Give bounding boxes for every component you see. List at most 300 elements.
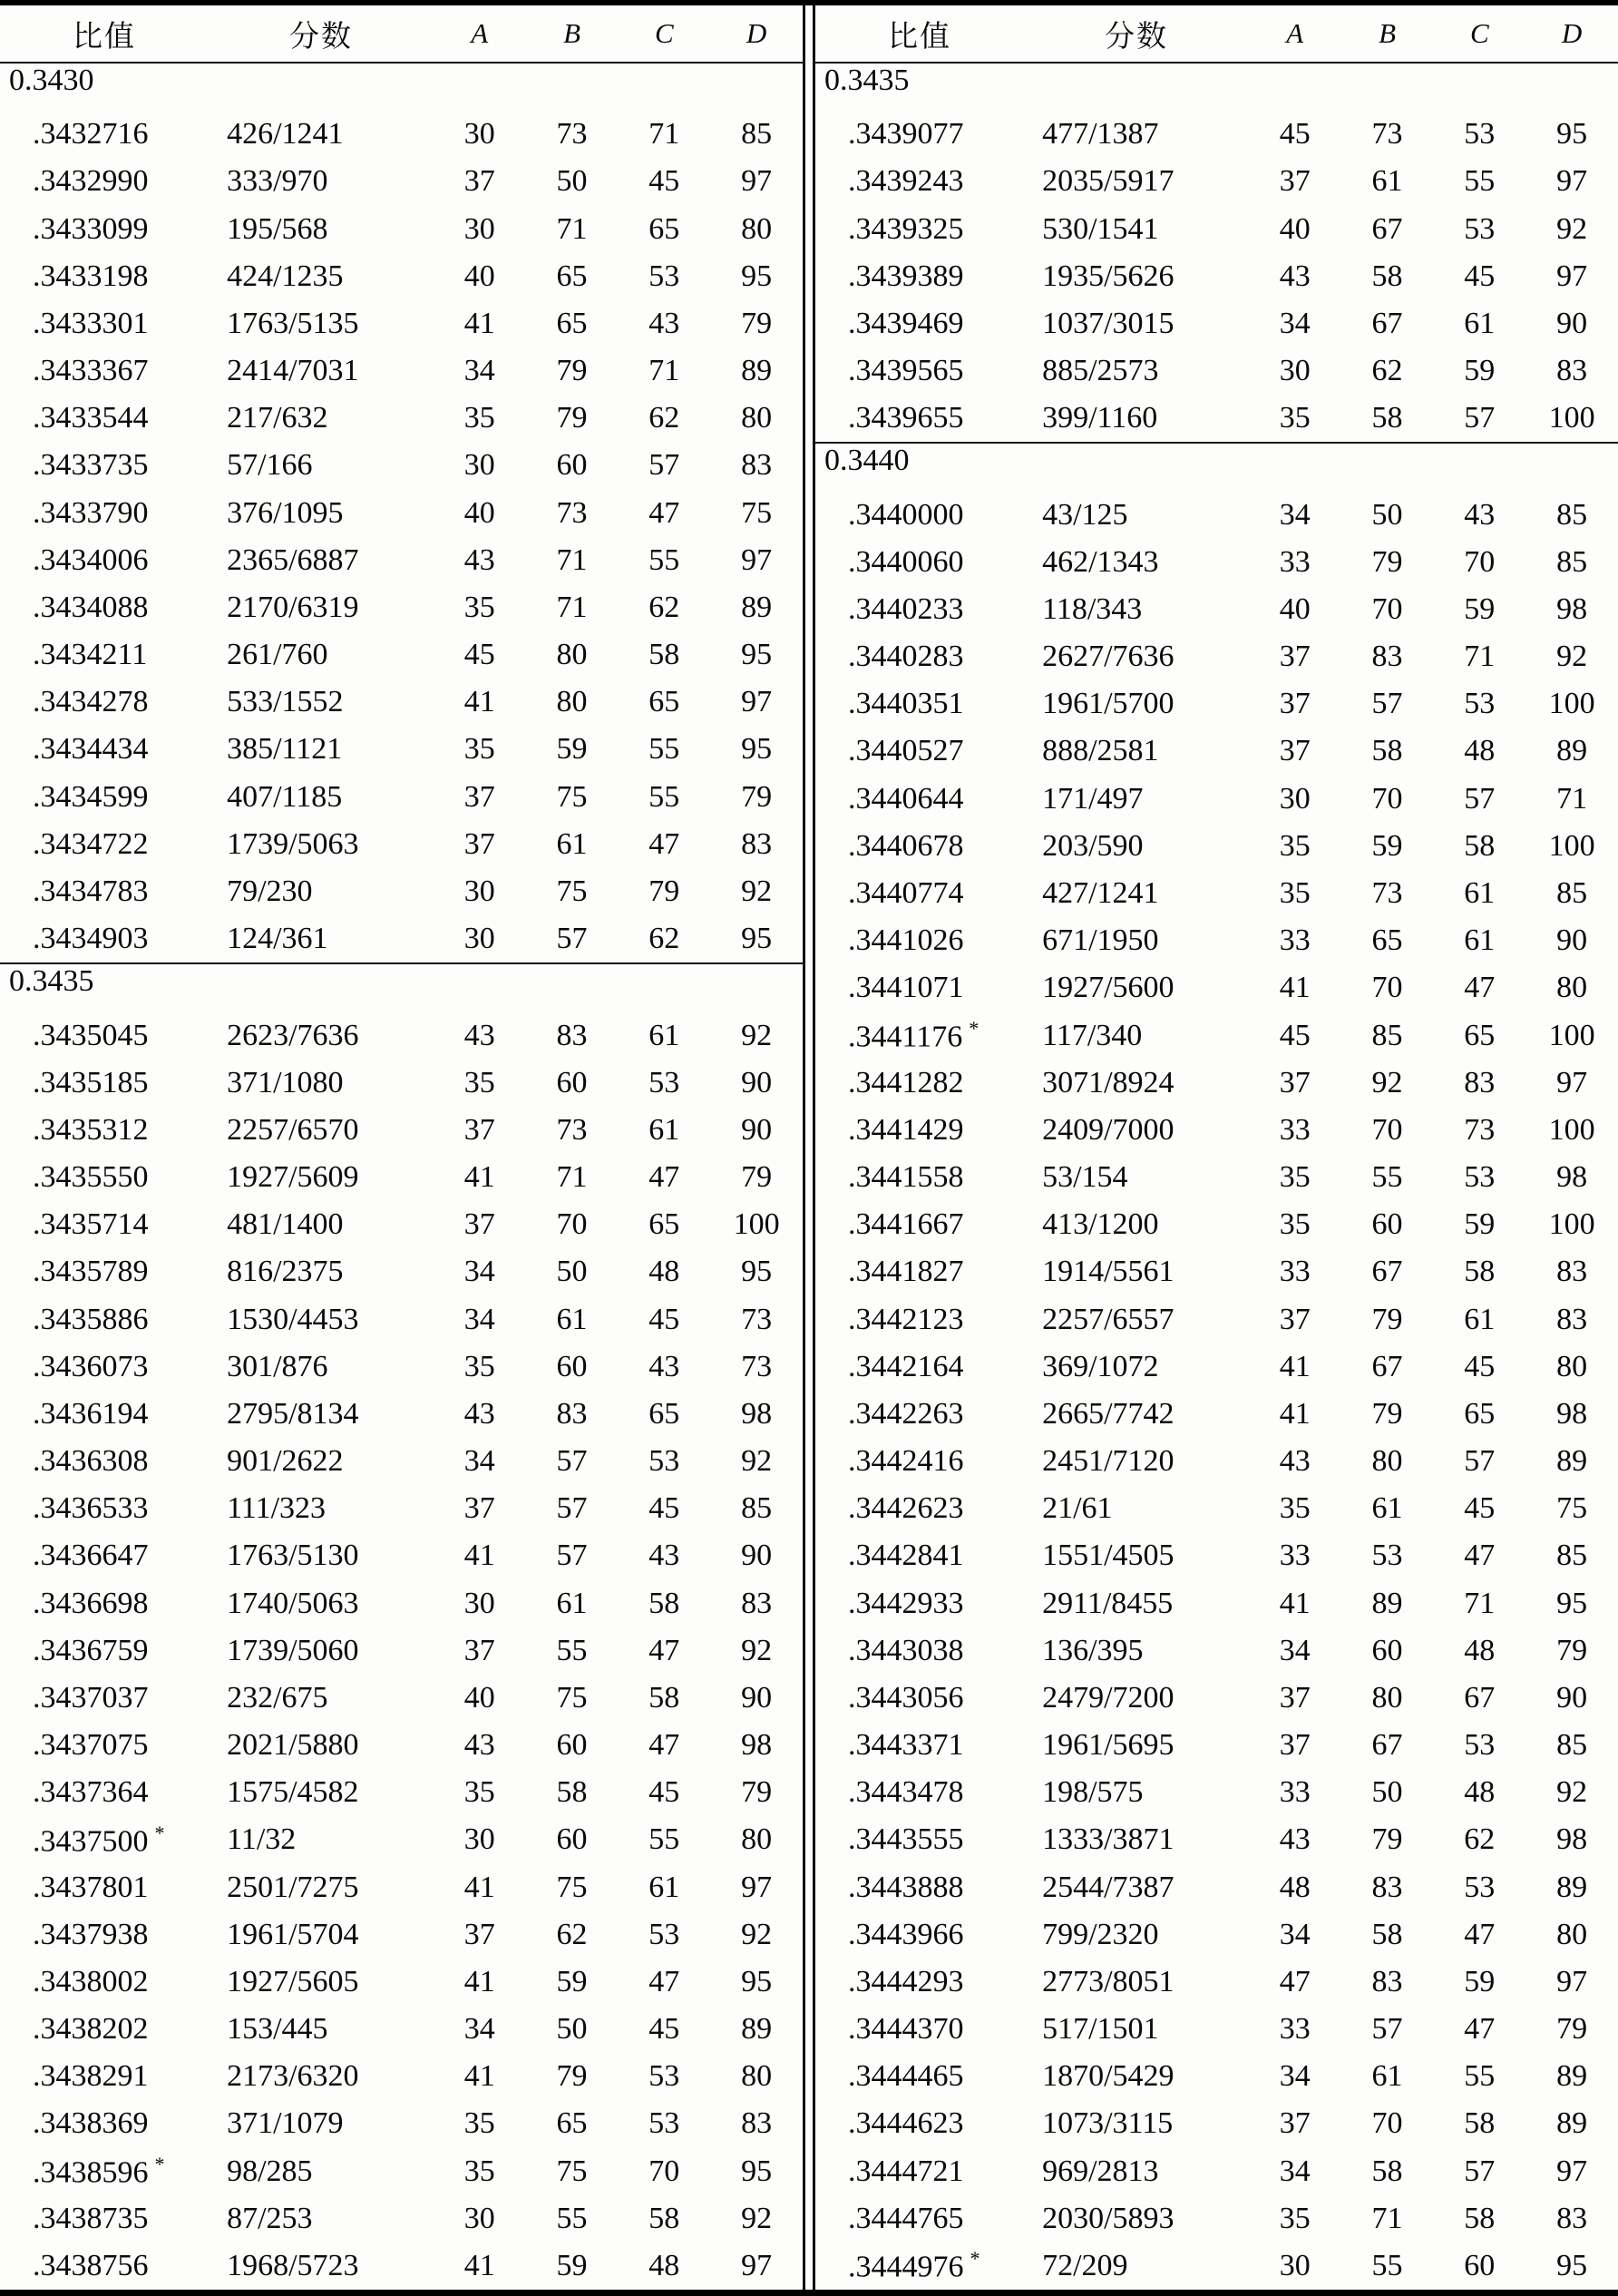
value-d: 92 <box>741 1633 773 1667</box>
ratio-cell <box>0 1207 209 1242</box>
value-a: 41 <box>463 306 495 340</box>
fraction-cell: 203/590 <box>1042 828 1144 863</box>
column-header-d: D <box>1561 17 1583 49</box>
value-a: 37 <box>1279 640 1311 674</box>
value-b: 83 <box>1371 640 1403 674</box>
value-c: 43 <box>1464 497 1496 532</box>
value-b: 79 <box>1371 1822 1403 1857</box>
ratio-cell <box>815 1066 1024 1100</box>
table-row <box>815 1011 1618 1059</box>
table-row <box>815 1154 1618 1201</box>
fraction-cell: 2665/7742 <box>1042 1396 1175 1431</box>
fraction-cell: 533/1552 <box>227 685 344 719</box>
fraction-cell: 1927/5605 <box>227 1964 359 1998</box>
ratio-cell <box>0 354 209 388</box>
ratio-cell <box>815 1822 1024 1857</box>
value-a: 37 <box>463 826 495 861</box>
fraction-cell: 888/2581 <box>1042 734 1159 768</box>
value-c: 58 <box>648 1680 680 1715</box>
value-b: 70 <box>1371 591 1403 626</box>
table-row <box>0 1343 803 1391</box>
value-d: 79 <box>741 306 773 340</box>
value-c: 48 <box>648 2248 680 2282</box>
ratio-cell <box>815 1017 1024 1054</box>
table-row <box>0 2100 803 2147</box>
value-b: 60 <box>556 1065 588 1099</box>
table-row <box>0 584 803 631</box>
value-a: 34 <box>463 2012 495 2047</box>
value-a: 35 <box>463 1065 495 1099</box>
value-a: 47 <box>1279 1964 1311 1998</box>
table-row <box>0 2148 803 2195</box>
ratio-cell <box>0 448 209 483</box>
value-b: 70 <box>556 1207 588 1242</box>
ratio-cell <box>815 1160 1024 1195</box>
value-c: 59 <box>1464 591 1496 626</box>
table-row <box>815 1438 1618 1485</box>
value-a: 43 <box>1279 259 1311 293</box>
value-d: 85 <box>1556 1539 1588 1573</box>
value-a: 34 <box>463 1255 495 1289</box>
ratio-cell <box>815 782 1024 816</box>
value-d: 95 <box>741 1964 773 1998</box>
value-c: 58 <box>1464 1255 1496 1289</box>
value-d: 92 <box>741 874 773 908</box>
value-d: 95 <box>1556 117 1588 151</box>
value-a: 30 <box>463 1822 495 1857</box>
ratio-cell <box>0 2012 209 2047</box>
value-c: 45 <box>648 164 680 199</box>
value-b: 50 <box>556 1255 588 1289</box>
value-a: 35 <box>463 2106 495 2141</box>
ratio-value: .3442164 <box>848 1349 964 1383</box>
ratio-value: .3434722 <box>33 826 149 861</box>
value-c: 47 <box>1464 1539 1496 1573</box>
ratio-value: .3444976 <box>848 2250 964 2284</box>
value-d: 92 <box>741 1917 773 1951</box>
value-d: 83 <box>1556 2201 1588 2235</box>
value-c: 61 <box>648 1112 680 1147</box>
value-c: 48 <box>648 1255 680 1289</box>
value-d: 80 <box>1556 971 1588 1005</box>
value-c: 53 <box>1464 1160 1496 1195</box>
ratio-value: .3443038 <box>848 1633 964 1667</box>
fraction-cell: 87/253 <box>227 2201 313 2235</box>
ratio-value: .3439077 <box>848 117 964 151</box>
value-a: 30 <box>463 117 495 151</box>
ratio-value: .3438002 <box>33 1964 149 1998</box>
value-a: 37 <box>463 1491 495 1526</box>
ratio-value: .3434088 <box>33 590 149 624</box>
value-a: 34 <box>1279 2154 1311 2188</box>
value-b: 57 <box>556 1444 588 1479</box>
fraction-cell: 2173/6320 <box>227 2059 359 2094</box>
value-b: 75 <box>556 874 588 908</box>
fraction-cell: 671/1950 <box>1042 923 1159 958</box>
value-b: 60 <box>556 1728 588 1763</box>
ratio-value: .3442841 <box>848 1539 964 1573</box>
table-row <box>0 1438 803 1485</box>
value-b: 80 <box>556 685 588 719</box>
column-header-b: B <box>563 17 580 49</box>
value-d: 89 <box>1556 734 1588 768</box>
table-rows <box>0 64 803 2290</box>
value-c: 55 <box>1464 164 1496 199</box>
table-row <box>815 1580 1618 1627</box>
ratio-value: .3435185 <box>33 1065 149 1099</box>
value-d: 100 <box>1548 828 1595 863</box>
fraction-cell: 2623/7636 <box>227 1018 359 1052</box>
fraction-cell: 2409/7000 <box>1042 1112 1175 1147</box>
ratio-value: .3434434 <box>33 732 149 767</box>
fraction-cell: 1961/5704 <box>227 1917 359 1951</box>
value-b: 71 <box>556 590 588 624</box>
value-d: 89 <box>1556 2059 1588 2094</box>
table-row <box>0 253 803 300</box>
value-b: 89 <box>1371 1586 1403 1620</box>
ratio-cell <box>0 780 209 815</box>
value-c: 47 <box>648 495 680 530</box>
table-row <box>0 300 803 347</box>
value-d: 95 <box>741 2154 773 2188</box>
value-a: 30 <box>463 2201 495 2235</box>
fraction-cell: 376/1095 <box>227 495 344 530</box>
table-row <box>0 774 803 821</box>
ratio-cell <box>815 2247 1024 2284</box>
value-b: 70 <box>1371 971 1403 1005</box>
table-row <box>0 1675 803 1722</box>
value-b: 58 <box>1371 401 1403 435</box>
fraction-cell: 118/343 <box>1042 591 1143 626</box>
fraction-cell: 2627/7636 <box>1042 640 1175 674</box>
value-c: 58 <box>648 638 680 672</box>
value-a: 48 <box>1279 1870 1311 1904</box>
table-row <box>815 253 1618 300</box>
value-d: 79 <box>741 1160 773 1195</box>
value-c: 73 <box>1464 1112 1496 1147</box>
value-b: 61 <box>556 1302 588 1336</box>
value-b: 79 <box>1371 1396 1403 1431</box>
fraction-cell: 1037/3015 <box>1042 306 1175 340</box>
table-row <box>0 1391 803 1438</box>
table-row <box>815 1060 1618 1107</box>
table-row <box>0 821 803 868</box>
value-c: 57 <box>1464 781 1496 816</box>
column-header-a: A <box>471 17 489 49</box>
value-b: 71 <box>1371 2201 1403 2235</box>
value-d: 98 <box>1556 591 1588 626</box>
fraction-cell: 481/1400 <box>227 1207 344 1242</box>
value-d: 80 <box>741 2059 773 2094</box>
fraction-cell: 1333/3871 <box>1042 1822 1175 1857</box>
value-d: 97 <box>1556 164 1588 199</box>
ratio-cell <box>0 1634 209 1668</box>
value-a: 33 <box>1279 544 1311 579</box>
ratio-value: .3439325 <box>848 211 964 246</box>
ratio-value: .3433198 <box>33 259 149 293</box>
value-b: 58 <box>1371 734 1403 768</box>
ratio-cell <box>815 640 1024 674</box>
fraction-cell: 2021/5880 <box>227 1728 359 1763</box>
value-d: 95 <box>741 638 773 672</box>
value-c: 47 <box>648 1964 680 1998</box>
value-c: 47 <box>648 826 680 861</box>
fraction-cell: 117/340 <box>1042 1018 1143 1052</box>
table-row <box>815 1959 1618 2006</box>
ratio-value: .3441827 <box>848 1255 964 1289</box>
value-b: 65 <box>556 259 588 293</box>
value-b: 58 <box>1371 1917 1403 1951</box>
ratio-value: .3441176 <box>848 1020 963 1054</box>
value-c: 55 <box>648 779 680 814</box>
value-a: 30 <box>1279 2248 1311 2282</box>
ratio-value: .3444370 <box>848 2012 964 2047</box>
value-a: 34 <box>463 1444 495 1479</box>
value-b: 75 <box>556 1680 588 1715</box>
value-a: 41 <box>463 2248 495 2282</box>
column-header-ratio: 比值 <box>888 20 952 54</box>
ratio-value: .3440644 <box>848 781 964 816</box>
value-d: 90 <box>741 1680 773 1715</box>
ratio-cell <box>0 401 209 435</box>
value-c: 48 <box>1464 734 1496 768</box>
ratio-cell <box>815 307 1024 341</box>
fraction-cell: 413/1200 <box>1042 1207 1159 1242</box>
value-c: 53 <box>1464 1728 1496 1763</box>
value-b: 61 <box>556 826 588 861</box>
fraction-cell: 462/1343 <box>1042 544 1159 579</box>
value-a: 37 <box>1279 1728 1311 1763</box>
value-a: 33 <box>1279 1112 1311 1147</box>
value-b: 57 <box>1371 2012 1403 2047</box>
value-c: 43 <box>648 1539 680 1573</box>
table-row <box>0 1154 803 1201</box>
ratio-cell <box>815 829 1024 864</box>
table-row <box>815 2195 1618 2242</box>
value-d: 97 <box>1556 2154 1588 2188</box>
value-b: 73 <box>1371 876 1403 910</box>
value-d: 85 <box>741 1491 773 1526</box>
value-a: 41 <box>463 1160 495 1195</box>
table-row <box>0 206 803 253</box>
table-row <box>815 1485 1618 1532</box>
ratio-cell <box>815 164 1024 199</box>
fraction-cell: 2911/8455 <box>1042 1586 1174 1620</box>
ratio-cell <box>0 1681 209 1715</box>
value-a: 43 <box>463 1728 495 1763</box>
value-b: 80 <box>1371 1444 1403 1479</box>
value-a: 37 <box>1279 164 1311 199</box>
exact-value-star: * <box>970 2247 980 2271</box>
ratio-cell <box>815 1871 1024 1905</box>
fraction-cell: 369/1072 <box>1042 1349 1159 1383</box>
table-row <box>815 539 1618 586</box>
value-b: 75 <box>556 779 588 814</box>
value-b: 61 <box>556 1586 588 1620</box>
fraction-cell: 2451/7120 <box>1042 1444 1175 1479</box>
value-b: 83 <box>556 1018 588 1052</box>
ratio-cell <box>815 401 1024 435</box>
value-a: 41 <box>463 1539 495 1573</box>
value-c: 55 <box>648 732 680 767</box>
ratio-cell <box>815 259 1024 294</box>
ratio-cell <box>0 307 209 341</box>
table-row <box>0 1295 803 1343</box>
section-label: 0.3435 <box>9 964 94 999</box>
table-row <box>0 1911 803 1959</box>
value-b: 71 <box>556 542 588 577</box>
value-d: 100 <box>1548 1112 1595 1147</box>
ratio-value: .3443966 <box>848 1917 964 1951</box>
table-row <box>0 1060 803 1107</box>
table-row <box>0 111 803 158</box>
value-d: 85 <box>1556 497 1588 532</box>
value-a: 34 <box>1279 306 1311 340</box>
ratio-value: .3441282 <box>848 1065 964 1099</box>
value-a: 30 <box>463 922 495 956</box>
value-c: 48 <box>1464 1633 1496 1667</box>
exact-value-star: * <box>969 1016 980 1040</box>
fraction-cell: 98/285 <box>227 2154 313 2188</box>
ratio-value: .3433301 <box>33 306 149 340</box>
fraction-cell: 1551/4505 <box>1042 1539 1175 1573</box>
value-b: 58 <box>1371 2154 1403 2188</box>
value-c: 58 <box>648 2201 680 2235</box>
ratio-value: .3433790 <box>33 495 149 530</box>
table-row <box>815 2053 1618 2100</box>
ratio-cell <box>0 1444 209 1479</box>
ratio-value: .3439469 <box>848 306 964 340</box>
value-b: 67 <box>1371 1349 1403 1383</box>
table-row <box>0 1248 803 1295</box>
value-b: 57 <box>556 922 588 956</box>
value-b: 65 <box>556 2106 588 2141</box>
value-d: 83 <box>1556 354 1588 388</box>
value-a: 30 <box>1279 781 1311 816</box>
ratio-value: .3434278 <box>33 685 149 719</box>
fraction-cell: 2544/7387 <box>1042 1870 1175 1904</box>
section-header-row <box>0 962 803 1011</box>
table-row <box>0 1722 803 1769</box>
value-d: 79 <box>741 779 773 814</box>
ratio-value: .3436194 <box>33 1396 149 1431</box>
value-c: 67 <box>1464 1680 1496 1715</box>
value-c: 55 <box>648 1822 680 1857</box>
value-d: 75 <box>741 495 773 530</box>
fraction-cell: 1739/5063 <box>227 826 359 861</box>
ratio-cell <box>0 1113 209 1148</box>
value-d: 92 <box>741 2201 773 2235</box>
value-c: 43 <box>648 306 680 340</box>
value-c: 71 <box>648 117 680 151</box>
value-d: 80 <box>741 401 773 435</box>
ratio-cell <box>815 1775 1024 1810</box>
ratio-value: .3432990 <box>33 164 149 199</box>
ratio-value: .3440060 <box>848 544 964 579</box>
table-row <box>0 1769 803 1816</box>
ratio-cell <box>0 117 209 151</box>
fraction-cell: 2414/7031 <box>227 354 359 388</box>
value-c: 57 <box>1464 1444 1496 1479</box>
ratio-value: .3444465 <box>848 2059 964 2094</box>
ratio-cell <box>815 117 1024 151</box>
value-d: 95 <box>1556 1586 1588 1620</box>
ratio-value: .3433735 <box>33 448 149 483</box>
value-d: 95 <box>741 1255 773 1289</box>
ratio-value: .3434006 <box>33 542 149 577</box>
ratio-value: .3443371 <box>848 1728 964 1763</box>
value-d: 90 <box>741 1539 773 1573</box>
table-row <box>815 964 1618 1011</box>
column-header-d: D <box>746 17 767 49</box>
value-b: 67 <box>1371 1255 1403 1289</box>
table-row <box>0 442 803 489</box>
value-d: 80 <box>1556 1349 1588 1383</box>
value-d: 90 <box>741 1112 773 1147</box>
value-c: 53 <box>1464 687 1496 721</box>
table-row <box>815 300 1618 347</box>
table-row <box>815 492 1618 539</box>
fraction-cell: 53/154 <box>1042 1160 1128 1195</box>
value-a: 40 <box>1279 211 1311 246</box>
value-a: 37 <box>463 1633 495 1667</box>
value-c: 43 <box>648 1349 680 1383</box>
fraction-cell: 2773/8051 <box>1042 1964 1175 1998</box>
value-c: 45 <box>1464 259 1496 293</box>
value-b: 50 <box>556 164 588 199</box>
value-b: 57 <box>1371 687 1403 721</box>
fraction-cell: 371/1080 <box>227 1065 344 1099</box>
ratio-value: .3438369 <box>33 2106 149 2141</box>
value-c: 70 <box>648 2154 680 2188</box>
value-c: 62 <box>648 922 680 956</box>
value-c: 62 <box>648 401 680 435</box>
value-d: 92 <box>741 1018 773 1052</box>
ratio-value: .3442623 <box>848 1491 964 1526</box>
ratio-value: .3440233 <box>848 591 964 626</box>
fraction-cell: 371/1079 <box>227 2106 344 2141</box>
value-a: 34 <box>1279 2059 1311 2094</box>
value-c: 58 <box>648 1586 680 1620</box>
fraction-cell: 136/395 <box>1042 1633 1144 1667</box>
fraction-cell: 124/361 <box>227 922 328 956</box>
value-b: 71 <box>556 1160 588 1195</box>
section-label: 0.3430 <box>9 64 94 97</box>
value-c: 45 <box>648 2012 680 2047</box>
table-row <box>0 347 803 395</box>
table-row <box>815 1769 1618 1816</box>
value-b: 67 <box>1371 306 1403 340</box>
ratio-value: .3436698 <box>33 1586 149 1620</box>
fraction-cell: 816/2375 <box>227 1255 344 1289</box>
value-b: 59 <box>1371 828 1403 863</box>
table-row <box>0 2053 803 2100</box>
value-a: 37 <box>1279 1680 1311 1715</box>
ratio-cell <box>815 734 1024 768</box>
ratio-cell <box>0 1539 209 1573</box>
value-a: 43 <box>463 1396 495 1431</box>
value-d: 98 <box>741 1728 773 1763</box>
table-row <box>815 1532 1618 1579</box>
ratio-cell <box>0 732 209 767</box>
value-b: 55 <box>1371 2248 1403 2282</box>
value-a: 43 <box>463 542 495 577</box>
table-row <box>815 395 1618 442</box>
ratio-cell <box>0 874 209 909</box>
value-d: 97 <box>741 542 773 577</box>
value-b: 60 <box>556 448 588 483</box>
value-c: 58 <box>1464 2201 1496 2235</box>
